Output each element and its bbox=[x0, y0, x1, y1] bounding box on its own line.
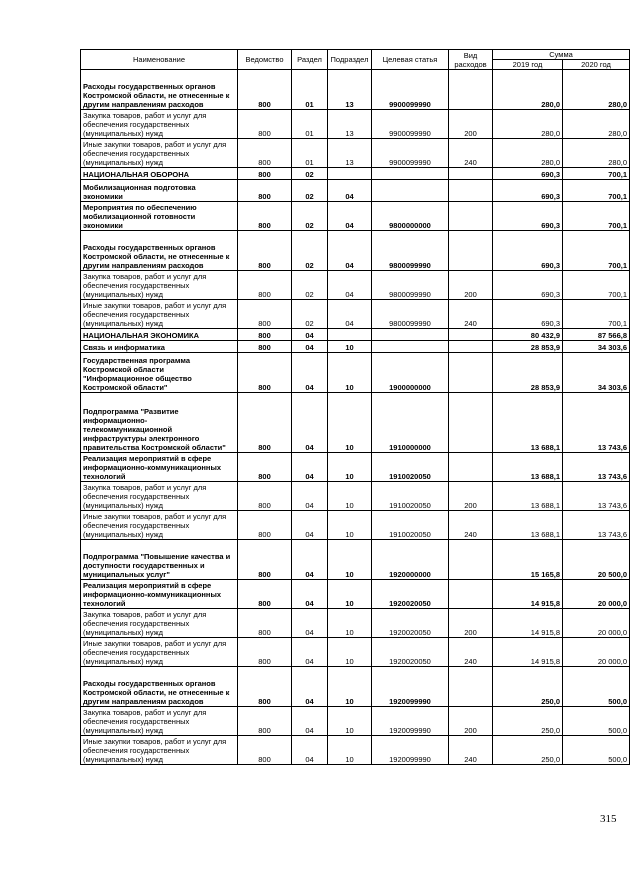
row-dept: 800 bbox=[238, 482, 292, 511]
row-dept: 800 bbox=[238, 70, 292, 110]
row-type bbox=[449, 667, 493, 707]
row-target: 1910020050 bbox=[372, 482, 449, 511]
row-type bbox=[449, 180, 493, 202]
table-row bbox=[81, 180, 630, 202]
row-section: 02 bbox=[292, 180, 328, 202]
row-type: 200 bbox=[449, 110, 493, 139]
row-2020: 13 743,6 bbox=[563, 482, 630, 511]
row-subsection: 04 bbox=[328, 231, 372, 271]
row-subsection: 10 bbox=[328, 353, 372, 393]
row-subsection: 10 bbox=[328, 736, 372, 765]
row-type: 200 bbox=[449, 707, 493, 736]
row-section: 02 bbox=[292, 202, 328, 231]
page-number: 315 bbox=[600, 813, 617, 825]
header-section: Раздел bbox=[292, 50, 328, 70]
row-section: 04 bbox=[292, 707, 328, 736]
row-subsection: 10 bbox=[328, 341, 372, 353]
row-subsection: 04 bbox=[328, 300, 372, 329]
row-name: Реализация мероприятий в сфере информационно-коммуникационных технологий bbox=[81, 580, 238, 609]
row-section: 01 bbox=[292, 70, 328, 110]
table-row bbox=[81, 393, 630, 453]
row-subsection: 04 bbox=[328, 180, 372, 202]
row-target: 9800000000 bbox=[372, 202, 449, 231]
row-type bbox=[449, 329, 493, 341]
row-target: 1920020050 bbox=[372, 580, 449, 609]
row-2020: 20 000,0 bbox=[563, 638, 630, 667]
row-name: Реализация мероприятий в сфере информационно-коммуникационных технологий bbox=[81, 453, 238, 482]
row-dept: 800 bbox=[238, 231, 292, 271]
row-section: 04 bbox=[292, 511, 328, 540]
row-dept: 800 bbox=[238, 393, 292, 453]
table-row bbox=[81, 341, 630, 353]
table-row bbox=[81, 231, 630, 271]
row-type: 200 bbox=[449, 482, 493, 511]
row-2019: 14 915,8 bbox=[493, 580, 563, 609]
row-name: Подпрограмма "Повышение качества и доступности государственных и муниципальных услуг" bbox=[81, 540, 238, 580]
row-2019: 690,3 bbox=[493, 202, 563, 231]
row-name: Иные закупки товаров, работ и услуг для обеспечения государственных (муниципальных) нужд bbox=[81, 638, 238, 667]
table-row bbox=[81, 511, 630, 540]
row-2019: 280,0 bbox=[493, 70, 563, 110]
header-2020: 2020 год bbox=[563, 60, 630, 70]
row-2020: 280,0 bbox=[563, 139, 630, 168]
row-target: 1920099990 bbox=[372, 707, 449, 736]
row-section: 04 bbox=[292, 638, 328, 667]
row-section: 01 bbox=[292, 110, 328, 139]
row-target bbox=[372, 180, 449, 202]
table-row bbox=[81, 667, 630, 707]
row-type bbox=[449, 341, 493, 353]
row-type: 200 bbox=[449, 271, 493, 300]
row-subsection: 10 bbox=[328, 511, 372, 540]
row-dept: 800 bbox=[238, 271, 292, 300]
row-2020: 280,0 bbox=[563, 70, 630, 110]
row-name: Иные закупки товаров, работ и услуг для обеспечения государственных (муниципальных) нужд bbox=[81, 736, 238, 765]
row-2020: 13 743,6 bbox=[563, 511, 630, 540]
row-2020: 700,1 bbox=[563, 168, 630, 180]
budget-table bbox=[80, 49, 630, 765]
row-dept: 800 bbox=[238, 300, 292, 329]
row-2019: 13 688,1 bbox=[493, 482, 563, 511]
row-target: 1920099990 bbox=[372, 667, 449, 707]
row-target: 9900099990 bbox=[372, 110, 449, 139]
row-type bbox=[449, 453, 493, 482]
row-2020: 20 500,0 bbox=[563, 540, 630, 580]
row-type bbox=[449, 540, 493, 580]
row-section: 04 bbox=[292, 341, 328, 353]
row-type bbox=[449, 202, 493, 231]
row-type bbox=[449, 580, 493, 609]
row-dept: 800 bbox=[238, 707, 292, 736]
row-dept: 800 bbox=[238, 511, 292, 540]
row-name: Государственная программа Костромской области "Информационное общество Костромской области" bbox=[81, 353, 238, 393]
row-2019: 690,3 bbox=[493, 231, 563, 271]
row-subsection: 10 bbox=[328, 580, 372, 609]
table-row bbox=[81, 300, 630, 329]
row-name: Связь и информатика bbox=[81, 341, 238, 353]
row-name: Расходы государственных органов Костромской области, не отнесенные к другим направлениям расходов bbox=[81, 231, 238, 271]
row-dept: 800 bbox=[238, 736, 292, 765]
row-2019: 13 688,1 bbox=[493, 453, 563, 482]
row-type: 240 bbox=[449, 300, 493, 329]
row-2019: 13 688,1 bbox=[493, 393, 563, 453]
row-subsection: 10 bbox=[328, 453, 372, 482]
row-target: 1920000000 bbox=[372, 540, 449, 580]
table-row bbox=[81, 271, 630, 300]
row-target: 9800099990 bbox=[372, 300, 449, 329]
row-type bbox=[449, 168, 493, 180]
row-2020: 20 000,0 bbox=[563, 609, 630, 638]
header-dept: Ведомство bbox=[238, 50, 292, 70]
row-subsection: 10 bbox=[328, 638, 372, 667]
row-section: 02 bbox=[292, 168, 328, 180]
row-name: Закупка товаров, работ и услуг для обеспечения государственных (муниципальных) нужд bbox=[81, 707, 238, 736]
row-2020: 700,1 bbox=[563, 231, 630, 271]
row-section: 04 bbox=[292, 540, 328, 580]
row-target: 1920099990 bbox=[372, 736, 449, 765]
header-sum: Сумма bbox=[493, 50, 630, 60]
row-type: 240 bbox=[449, 139, 493, 168]
row-2019: 15 165,8 bbox=[493, 540, 563, 580]
row-2020: 20 000,0 bbox=[563, 580, 630, 609]
table-row bbox=[81, 580, 630, 609]
row-subsection: 13 bbox=[328, 139, 372, 168]
row-section: 01 bbox=[292, 139, 328, 168]
row-subsection: 10 bbox=[328, 393, 372, 453]
row-dept: 800 bbox=[238, 667, 292, 707]
table-row bbox=[81, 139, 630, 168]
row-type: 200 bbox=[449, 609, 493, 638]
row-2019: 280,0 bbox=[493, 139, 563, 168]
row-dept: 800 bbox=[238, 329, 292, 341]
row-2019: 690,3 bbox=[493, 300, 563, 329]
row-2020: 700,1 bbox=[563, 271, 630, 300]
row-subsection: 10 bbox=[328, 609, 372, 638]
row-section: 04 bbox=[292, 482, 328, 511]
row-2019: 690,3 bbox=[493, 168, 563, 180]
row-name: Иные закупки товаров, работ и услуг для обеспечения государственных (муниципальных) нужд bbox=[81, 300, 238, 329]
row-dept: 800 bbox=[238, 202, 292, 231]
row-dept: 800 bbox=[238, 168, 292, 180]
table-row bbox=[81, 482, 630, 511]
row-target bbox=[372, 341, 449, 353]
row-2019: 690,3 bbox=[493, 271, 563, 300]
row-name: Закупка товаров, работ и услуг для обеспечения государственных (муниципальных) нужд bbox=[81, 110, 238, 139]
row-name: НАЦИОНАЛЬНАЯ ЭКОНОМИКА bbox=[81, 329, 238, 341]
row-dept: 800 bbox=[238, 580, 292, 609]
row-2020: 500,0 bbox=[563, 707, 630, 736]
row-target: 1910000000 bbox=[372, 393, 449, 453]
row-2020: 500,0 bbox=[563, 736, 630, 765]
row-dept: 800 bbox=[238, 353, 292, 393]
row-2019: 280,0 bbox=[493, 110, 563, 139]
row-2019: 250,0 bbox=[493, 667, 563, 707]
row-dept: 800 bbox=[238, 110, 292, 139]
row-subsection: 10 bbox=[328, 482, 372, 511]
row-dept: 800 bbox=[238, 540, 292, 580]
row-section: 04 bbox=[292, 609, 328, 638]
row-dept: 800 bbox=[238, 139, 292, 168]
row-section: 04 bbox=[292, 580, 328, 609]
row-subsection: 04 bbox=[328, 271, 372, 300]
row-type: 240 bbox=[449, 736, 493, 765]
row-target: 9800099990 bbox=[372, 231, 449, 271]
row-target: 1900000000 bbox=[372, 353, 449, 393]
row-2019: 14 915,8 bbox=[493, 609, 563, 638]
row-section: 02 bbox=[292, 300, 328, 329]
row-2020: 700,1 bbox=[563, 300, 630, 329]
row-name: Закупка товаров, работ и услуг для обеспечения государственных (муниципальных) нужд bbox=[81, 482, 238, 511]
row-2020: 13 743,6 bbox=[563, 453, 630, 482]
table-row bbox=[81, 329, 630, 341]
row-section: 04 bbox=[292, 329, 328, 341]
row-2019: 28 853,9 bbox=[493, 341, 563, 353]
row-section: 04 bbox=[292, 393, 328, 453]
row-2019: 28 853,9 bbox=[493, 353, 563, 393]
table-row bbox=[81, 110, 630, 139]
row-target bbox=[372, 329, 449, 341]
row-target: 1910020050 bbox=[372, 511, 449, 540]
header-subsection: Подраздел bbox=[328, 50, 372, 70]
row-subsection: 10 bbox=[328, 667, 372, 707]
table-row bbox=[81, 707, 630, 736]
row-name: Мероприятия по обеспечению мобилизационной готовности экономики bbox=[81, 202, 238, 231]
row-name: Закупка товаров, работ и услуг для обеспечения государственных (муниципальных) нужд bbox=[81, 609, 238, 638]
row-type bbox=[449, 353, 493, 393]
row-target: 1910020050 bbox=[372, 453, 449, 482]
row-subsection: 04 bbox=[328, 202, 372, 231]
row-subsection bbox=[328, 168, 372, 180]
table-row bbox=[81, 736, 630, 765]
row-target: 1920020050 bbox=[372, 638, 449, 667]
row-2019: 690,3 bbox=[493, 180, 563, 202]
row-type bbox=[449, 231, 493, 271]
row-section: 04 bbox=[292, 667, 328, 707]
row-section: 04 bbox=[292, 453, 328, 482]
header-2019: 2019 год bbox=[493, 60, 563, 70]
row-2019: 250,0 bbox=[493, 707, 563, 736]
table-row bbox=[81, 202, 630, 231]
row-target: 1920020050 bbox=[372, 609, 449, 638]
row-2019: 250,0 bbox=[493, 736, 563, 765]
row-name: Иные закупки товаров, работ и услуг для обеспечения государственных (муниципальных) нужд bbox=[81, 139, 238, 168]
row-subsection: 13 bbox=[328, 110, 372, 139]
row-dept: 800 bbox=[238, 609, 292, 638]
table-row bbox=[81, 353, 630, 393]
row-dept: 800 bbox=[238, 180, 292, 202]
table-row bbox=[81, 638, 630, 667]
table-row bbox=[81, 168, 630, 180]
row-name: Мобилизационная подготовка экономики bbox=[81, 180, 238, 202]
row-section: 02 bbox=[292, 271, 328, 300]
row-target: 9900099990 bbox=[372, 70, 449, 110]
row-2019: 13 688,1 bbox=[493, 511, 563, 540]
row-2020: 34 303,6 bbox=[563, 353, 630, 393]
row-section: 02 bbox=[292, 231, 328, 271]
row-target: 9800099990 bbox=[372, 271, 449, 300]
row-2020: 500,0 bbox=[563, 667, 630, 707]
header-name: Наименование bbox=[81, 50, 238, 70]
row-2019: 14 915,8 bbox=[493, 638, 563, 667]
row-name: Подпрограмма "Развитие информационно-телекоммуникационной инфраструктуры электронного правительства Костромской области" bbox=[81, 393, 238, 453]
row-name: Расходы государственных органов Костромской области, не отнесенные к другим направлениям расходов bbox=[81, 667, 238, 707]
row-dept: 800 bbox=[238, 453, 292, 482]
header-target: Целевая статья bbox=[372, 50, 449, 70]
row-name: Расходы государственных органов Костромской области, не отнесенные к другим направлениям расходов bbox=[81, 70, 238, 110]
row-2020: 280,0 bbox=[563, 110, 630, 139]
row-2020: 700,1 bbox=[563, 202, 630, 231]
row-type bbox=[449, 393, 493, 453]
row-subsection: 13 bbox=[328, 70, 372, 110]
table-row bbox=[81, 540, 630, 580]
row-2020: 700,1 bbox=[563, 180, 630, 202]
row-section: 04 bbox=[292, 353, 328, 393]
row-section: 04 bbox=[292, 736, 328, 765]
row-name: Иные закупки товаров, работ и услуг для обеспечения государственных (муниципальных) нужд bbox=[81, 511, 238, 540]
row-target: 9900099990 bbox=[372, 139, 449, 168]
table-row bbox=[81, 609, 630, 638]
row-dept: 800 bbox=[238, 341, 292, 353]
row-subsection: 10 bbox=[328, 540, 372, 580]
row-subsection: 10 bbox=[328, 707, 372, 736]
row-subsection bbox=[328, 329, 372, 341]
row-type: 240 bbox=[449, 638, 493, 667]
row-2019: 80 432,9 bbox=[493, 329, 563, 341]
table-row bbox=[81, 70, 630, 110]
row-2020: 34 303,6 bbox=[563, 341, 630, 353]
row-2020: 13 743,6 bbox=[563, 393, 630, 453]
row-name: НАЦИОНАЛЬНАЯ ОБОРОНА bbox=[81, 168, 238, 180]
row-dept: 800 bbox=[238, 638, 292, 667]
header-type: Вид расходов bbox=[449, 50, 493, 70]
row-type: 240 bbox=[449, 511, 493, 540]
table-row bbox=[81, 453, 630, 482]
table-body bbox=[81, 70, 630, 765]
row-type bbox=[449, 70, 493, 110]
row-2020: 87 566,8 bbox=[563, 329, 630, 341]
row-name: Закупка товаров, работ и услуг для обеспечения государственных (муниципальных) нужд bbox=[81, 271, 238, 300]
row-target bbox=[372, 168, 449, 180]
